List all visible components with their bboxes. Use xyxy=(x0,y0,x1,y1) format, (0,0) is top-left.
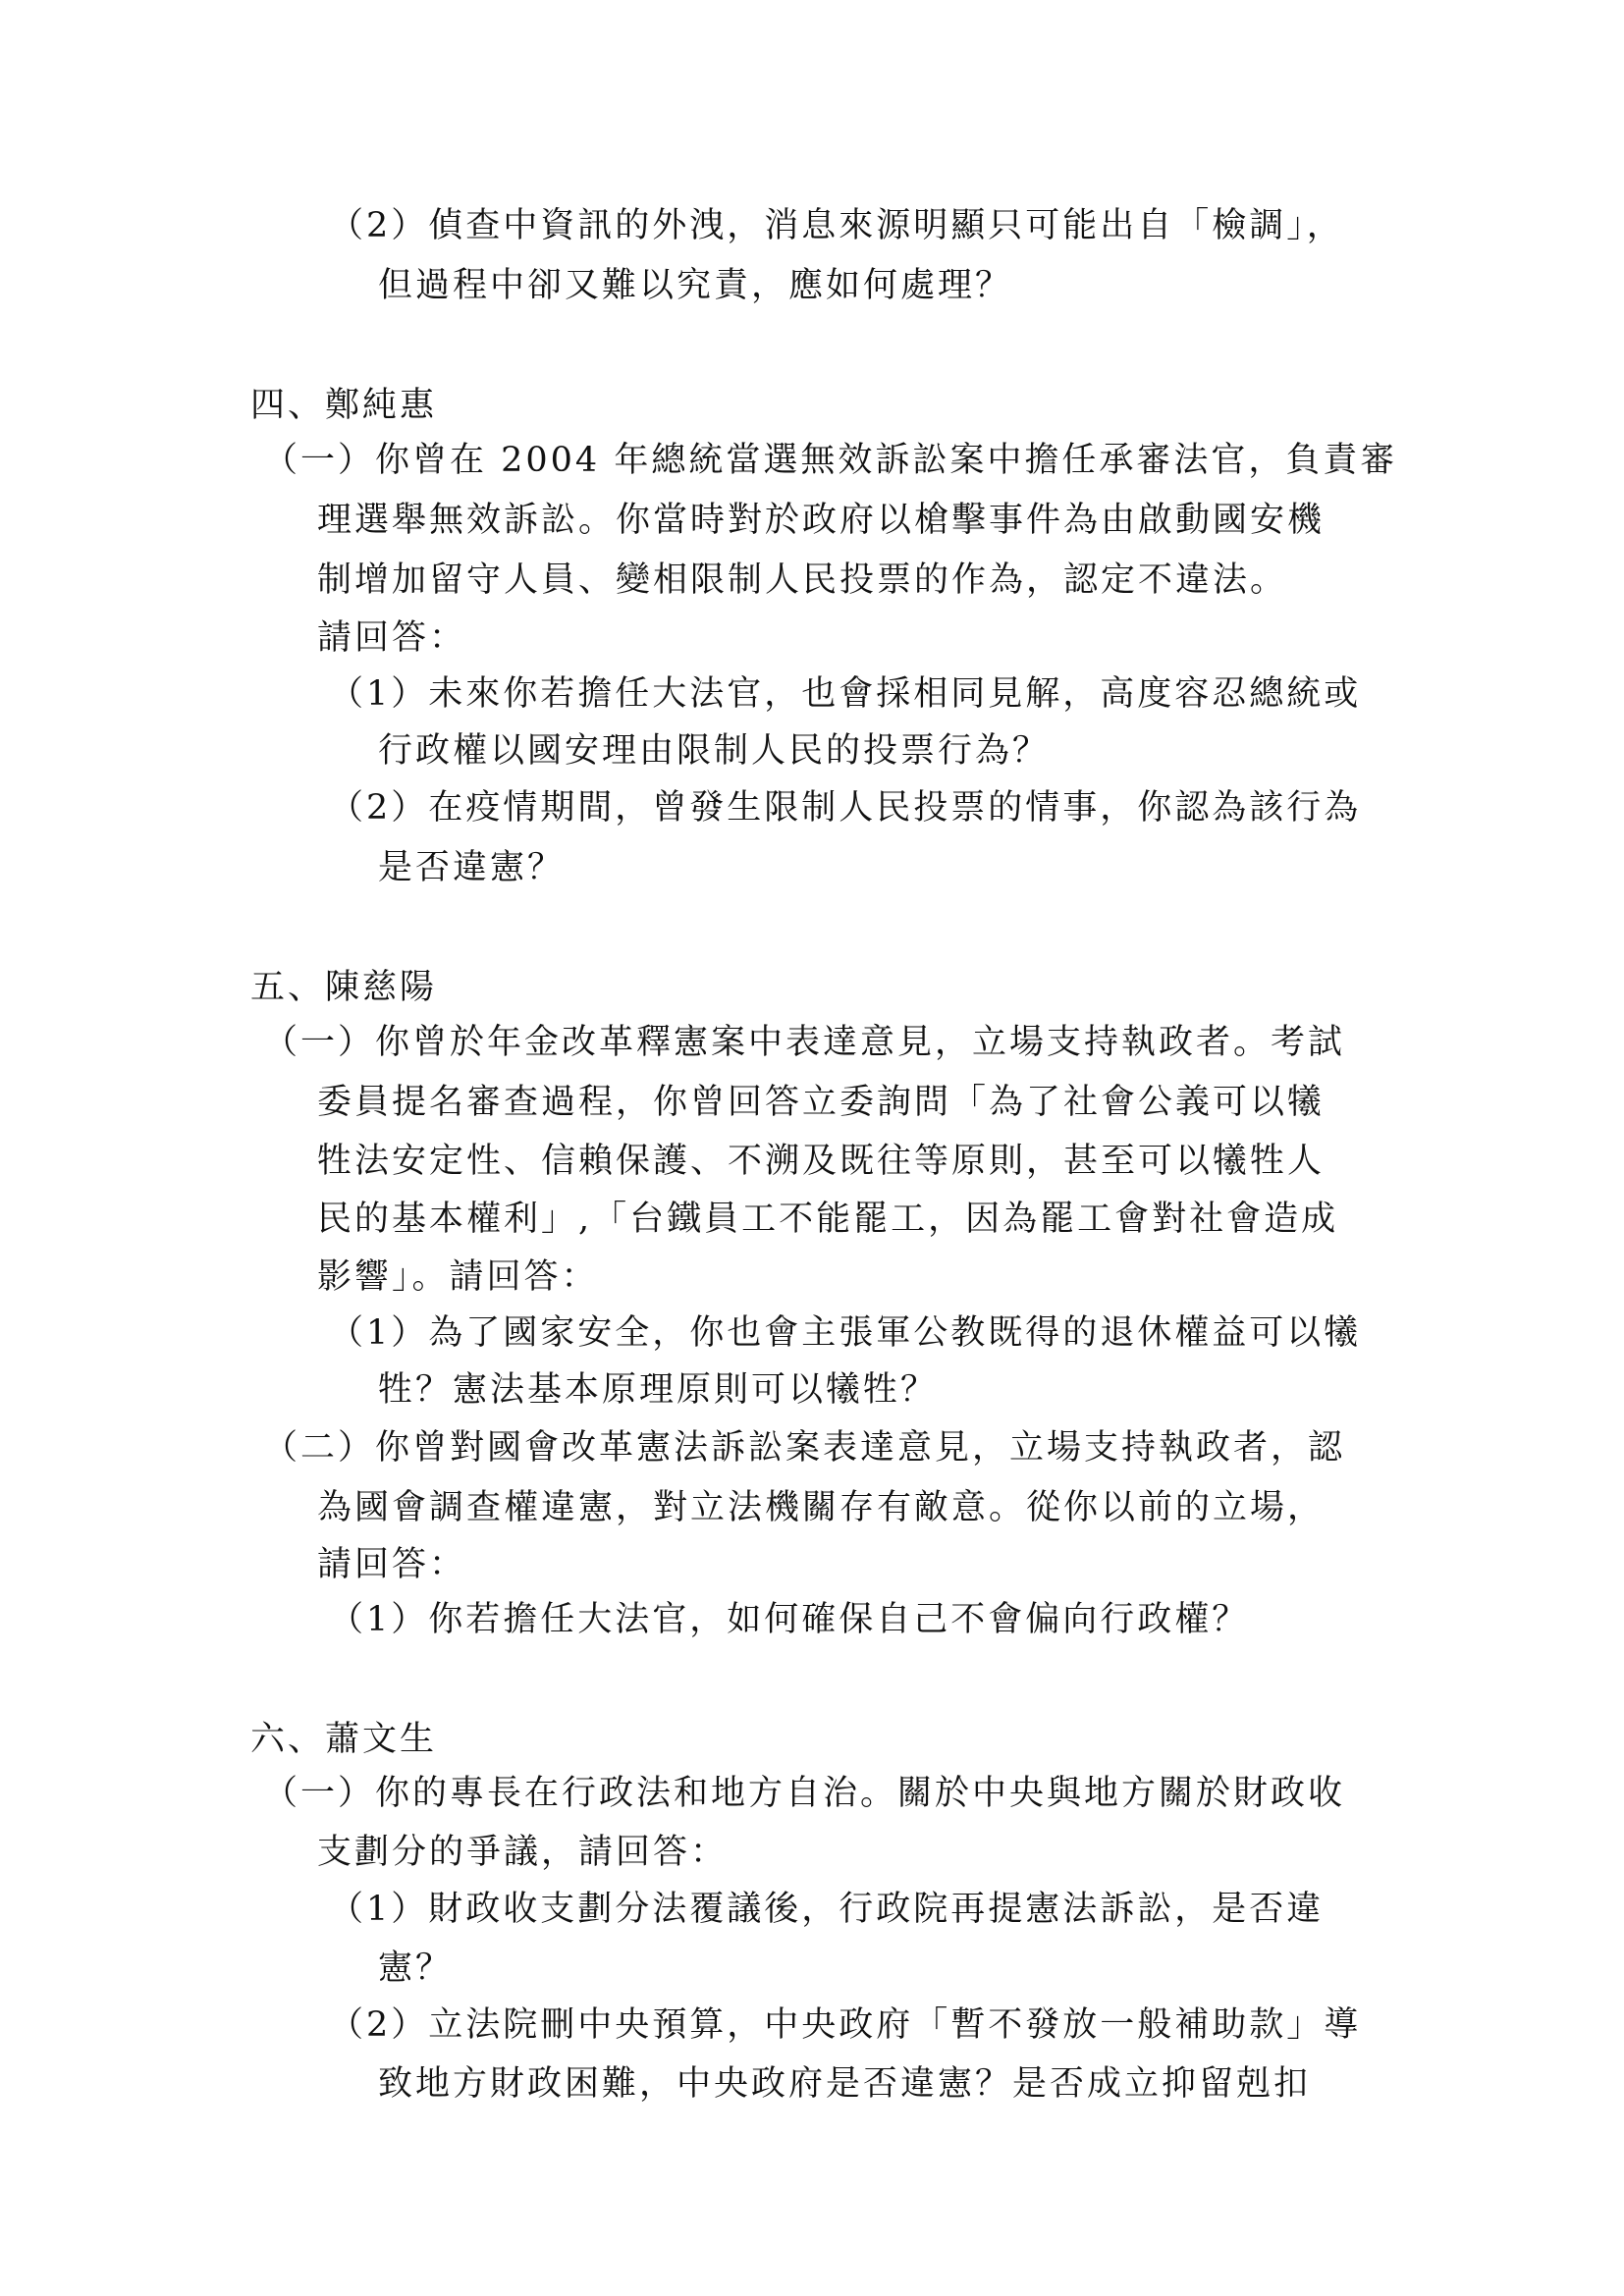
section-heading: 五、陳慈陽 xyxy=(250,968,438,1007)
section-heading: 六、蕭文生 xyxy=(250,1720,438,1759)
paragraph-line: （一）你曾在 2004 年總統當選無效訴訟案中擔任承審法官，負責審 xyxy=(263,441,1398,480)
paragraph-line: 理選舉無效訴訟。你當時對於政府以槍擊事件為由啟動國安機 xyxy=(317,501,1326,540)
paragraph-line: （一）你的專長在行政法和地方自治。關於中央與地方關於財政收 xyxy=(263,1774,1346,1813)
question-line: （1）你若擔任大法官，如何確保自己不會偏向行政權？ xyxy=(329,1600,1250,1639)
paragraph-line: 影響」。請回答： xyxy=(317,1257,599,1297)
question-line: （2）立法院刪中央預算，中央政府「暫不發放一般補助款」導 xyxy=(329,2005,1362,2045)
question-line: （2）偵查中資訊的外洩，消息來源明顯只可能出自「檢調」， xyxy=(329,206,1344,245)
question-line: 是否違憲？ xyxy=(378,848,566,887)
question-line: 行政權以國安理由限制人民的投票行為？ xyxy=(378,731,1051,771)
question-line: （2）在疫情期間，曾發生限制人民投票的情事，你認為該行為 xyxy=(329,788,1362,828)
question-line: 但過程中卻又難以究責，應如何處理？ xyxy=(378,266,1013,305)
paragraph-line: （一）你曾於年金改革釋憲案中表達意見，立場支持執政者。考試 xyxy=(263,1023,1346,1062)
paragraph-line: 為國會調查權違憲，對立法機關存有敵意。從你以前的立場， xyxy=(317,1488,1326,1527)
paragraph-line: 制增加留守人員、變相限制人民投票的作為，認定不違法。 xyxy=(317,561,1288,600)
question-line: （1）財政收支劃分法覆議後，行政院再提憲法訴訟，是否違 xyxy=(329,1890,1325,1929)
paragraph-line: 委員提名審查過程，你曾回答立委詢問「為了社會公義可以犧 xyxy=(317,1083,1326,1122)
section-heading: 四、鄭純惠 xyxy=(250,386,438,425)
question-line: 致地方財政困難，中央政府是否違憲？是否成立抑留剋扣 xyxy=(378,2064,1312,2104)
question-line: 牲？憲法基本原理原則可以犧牲？ xyxy=(378,1370,939,1410)
paragraph-line: 請回答： xyxy=(317,618,467,658)
paragraph-line: 民的基本權利」,「台鐵員工不能罷工，因為罷工會對社會造成 xyxy=(317,1200,1339,1239)
question-line: （1）為了國家安全，你也會主張軍公教既得的退休權益可以犧 xyxy=(329,1313,1362,1353)
question-line: （1）未來你若擔任大法官，也會採相同見解，高度容忍總統或 xyxy=(329,674,1362,714)
question-line: 憲？ xyxy=(378,1949,454,1988)
paragraph-line: 牲法安定性、信賴保護、不溯及既往等原則，甚至可以犧牲人 xyxy=(317,1142,1326,1181)
paragraph-line: （二）你曾對國會改革憲法訴訟案表達意見，立場支持執政者，認 xyxy=(263,1428,1346,1468)
paragraph-line: 請回答： xyxy=(317,1545,467,1584)
paragraph-line: 支劃分的爭議，請回答： xyxy=(317,1833,729,1872)
